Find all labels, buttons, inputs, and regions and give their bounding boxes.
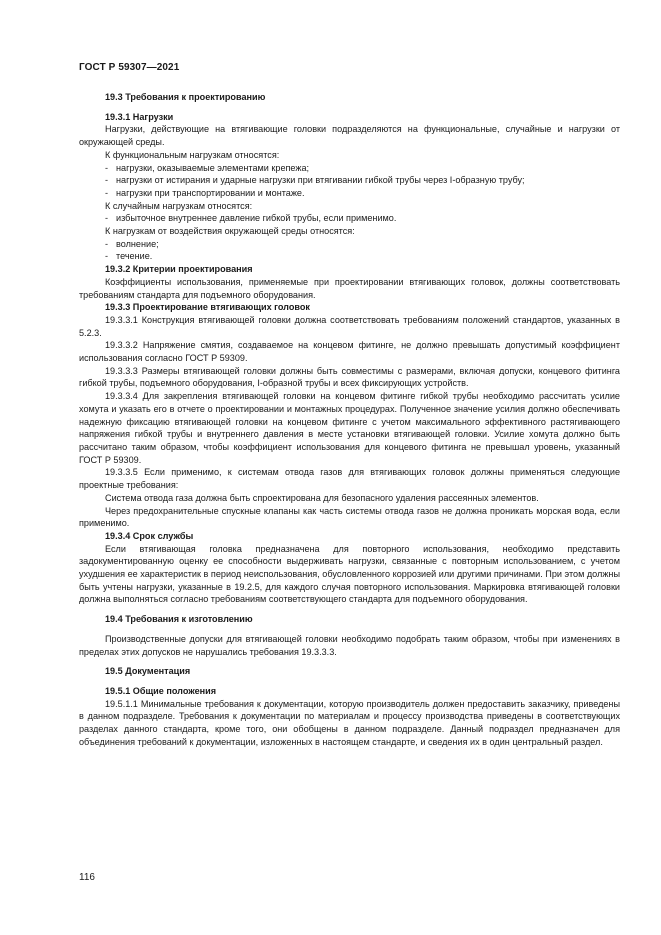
list-dash: - [105,238,109,249]
list-dash: - [105,162,109,173]
dash-list-item [79,238,620,251]
list-item-text: избыточное внутреннее давление гибкой трубы, если применимо. [116,213,397,224]
list-item-text: волнение; [116,238,159,249]
list-dash: - [105,187,109,198]
paragraph: Если втягивающая головка предназначена для повторного использования, необходимо представить задокументированную оценку ее способности выдерживать нагрузки, связанные с повторным использованием, с учетом ухудшения ее характеристик в период неиспользования, обусловленного коррозией или другими причинами. При этом должны быть учтены нагрузки, указанные в 19.2.5, для каждого случая повторного использования. Маркировка втягивающей головки должна выполняться согласно требованиям соответствующего стандарта для подъемного оборудования. [79,543,620,605]
page-number: 116 [79,872,95,883]
list-item-text: нагрузки при транспортировании и монтаже. [116,187,305,198]
section-heading: 19.3 Требования к проектированию [105,92,266,102]
section-heading: 19.3.4 Срок службы [105,530,194,541]
paragraph: Система отвода газа должна быть спроектирована для безопасного удаления рассеянных элементов. [105,492,539,503]
paragraph: К нагрузкам от воздействия окружающей среды относятся: [105,226,355,237]
section-heading: 19.4 Требования к изготовлению [105,614,253,625]
dash-list-item [79,212,620,225]
paragraph: 19.3.3.1 Конструкция втягивающей головки должна соответствовать требованиям положений стандартов, указанных в 5.2.3. [79,314,620,338]
list-dash: - [105,251,109,262]
paragraph: Нагрузки, действующие на втягивающие головки подразделяются на функциональные, случайные и нагрузки от окружающей среды. [79,124,620,148]
list-item-text: нагрузки, оказываемые элементами крепежа; [116,162,310,173]
section-heading: 19.5 Документация [105,666,191,677]
document-body [79,91,620,748]
list-dash: - [105,175,109,186]
spacer [79,626,620,633]
paragraph: 19.3.3.4 Для закрепления втягивающей головки на концевом фитинге гибкой трубы необходимо рассчитать усилие хомута и указать его в отчете о проектировании и монтажных процедурах. Полученное значение усилия должно обеспечивать надежную фиксацию втягивающей головки на концевом фитинге с учетом максимального эффективного растягивающего напряжения гибкой трубы и внутреннего давления в месте установки втягивающей головки. Усилие хомута должно быть рассчитано таким образом, чтобы коэффициент использования для концевого фитинга не превышал уровень, указанный ГОСТ Р 59309. [79,391,620,465]
section-heading: 19.3.2 Критерии проектирования [105,264,253,275]
dash-list-item [79,174,620,187]
paragraph: 19.5.1.1 Минимальные требования к документации, которую производитель должен предоставить заказчику, приведены в данном подразделе. Требования к документации по материалам и процессу производства приведены в соответствующих разделах данного стандарта, кроме того, они обобщены в данном подразделе. Данный подраздел предназначен для объединения требований к документации, изложенных в настоящем стандарте, и сведения их в один центральный раздел. [79,698,620,747]
list-dash: - [105,213,109,224]
paragraph: 19.3.3.5 Если применимо, к системам отвода газов для втягивающих головок должны применяться следующие проектные требования: [79,467,620,491]
list-item-text: течение. [116,251,153,262]
dash-list-item [79,162,620,175]
section-heading: 19.3.1 Нагрузки [105,111,174,122]
paragraph: 19.3.3.3 Размеры втягивающей головки должны быть совместимы с размерами, включая допуски, концевого фитинга гибкой трубы, подъемного оборудования, I-образной трубы и всех фиксирующих устройств. [79,365,620,389]
paragraph: К случайным нагрузкам относятся: [105,200,253,211]
list-item-text: нагрузки от истирания и ударные нагрузки при втягивании гибкой трубы через I-образную трубу; [116,175,525,186]
section-heading: 19.5.1 Общие положения [105,685,217,696]
spacer [79,678,620,685]
spacer [79,606,620,613]
spacer [79,658,620,665]
paragraph: 19.3.3.2 Напряжение смятия, создаваемое на концевом фитинге, не должно превышать допустимый коэффициент использования согласно ГОСТ Р 59309. [79,340,620,364]
paragraph: Коэффициенты использования, применяемые при проектировании втягивающих головок, должны соответствовать требованиям стандарта для подъемного оборудования. [79,276,620,300]
document-code-header: ГОСТ Р 59307—2021 [79,62,180,73]
dash-list-item [79,187,620,200]
section-heading: 19.3.3 Проектирование втягивающих головок [105,302,310,313]
paragraph: К функциональным нагрузкам относятся: [105,149,280,160]
paragraph: Производственные допуски для втягивающей головки необходимо подобрать таким образом, чтобы при изменениях в пределах этих допусков не нарушались требования 19.3.3.3. [79,633,620,657]
spacer [79,104,620,111]
dash-list-item [79,250,620,263]
paragraph: Через предохранительные спускные клапаны как часть системы отвода газов не должна проникать морская вода, если применимо. [79,505,620,529]
